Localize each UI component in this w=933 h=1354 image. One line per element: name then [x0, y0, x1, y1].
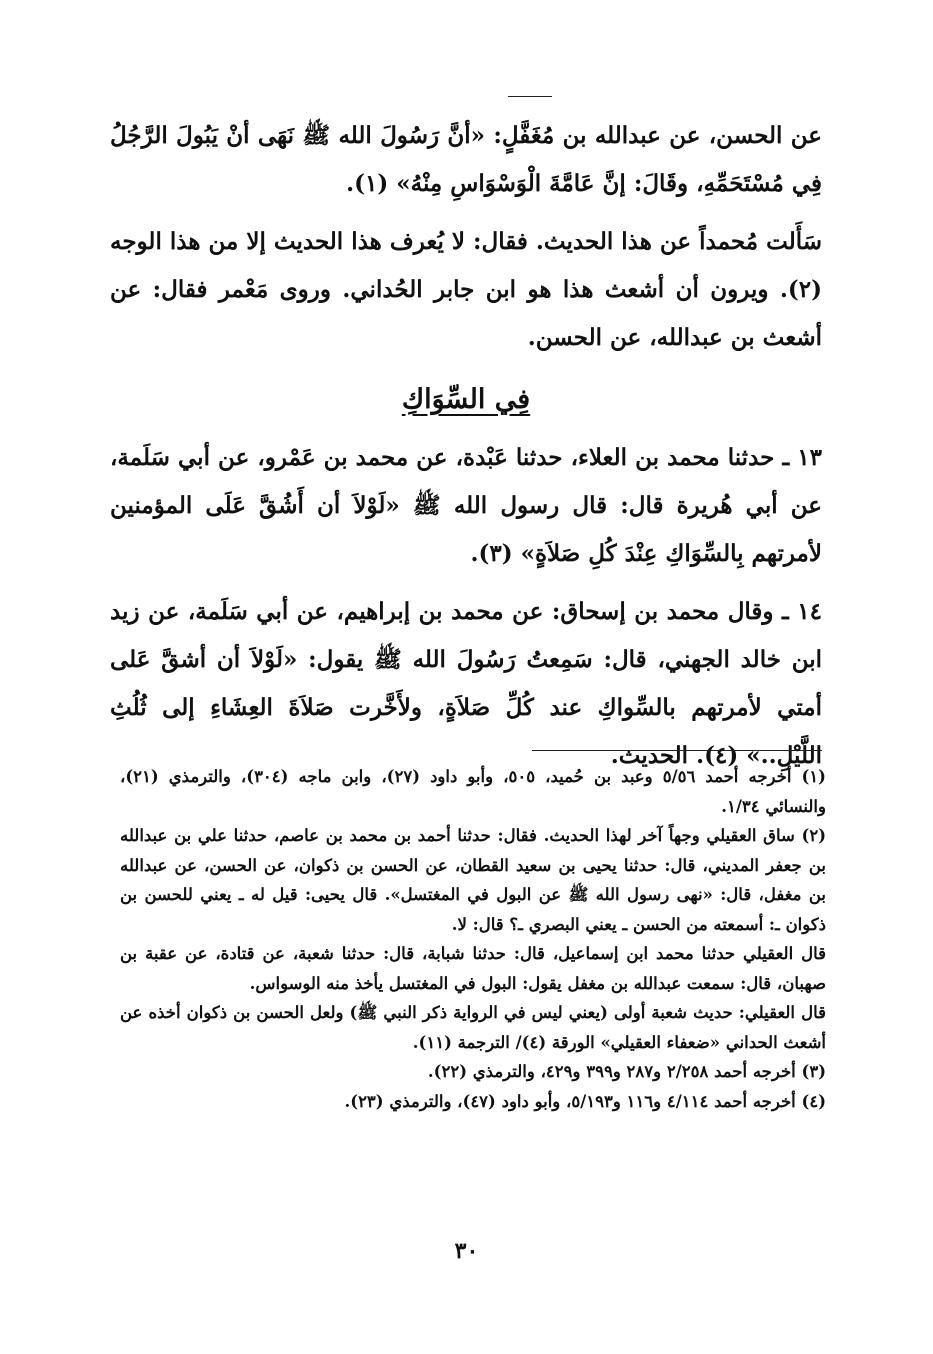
footnote-2-continuation-a: قال العقيلي حدثنا محمد ابن إسماعيل، قال: حدثنا شبابة، قال: حدثنا شعبة، عن قتادة، عن عقبة بن صهبان، قال: سمعت عبدالله بن مغفل يقول: البول في المغتسل يأخذ منه الوسواس. [120, 944, 826, 993]
section-title: فِي السِّوَاكِ [401, 384, 531, 415]
hadith-14: ١٤ ـ وقال محمد بن إسحاق: عن محمد بن إبراهيم، عن أبي سَلَمة، عن زيد ابن خالد الجهني، قال: سَمِعتُ رَسُولَ الله ﷺ يقول: «لَوْلاَ أن أشقَّ عَلى أمتي لأمرتهم بالسِّواكِ عند كُلِّ صَلاَةٍ، ولأَخَّرت صَلاَةَ العِشَاءِ إلى ثُلُثِ اللَّيْلِ..» (٤). الحديث. [110, 598, 822, 769]
footnote-1: (١) أخرجه أحمد ٥/٥٦ وعبد بن حُميد، ٥٠٥، وأبو داود (٢٧)، وابن ماجه (٣٠٤)، والترمذي (٢١)، والنسائي ١/٣٤. [120, 767, 826, 816]
hadith-13: ١٣ ـ حدثنا محمد بن العلاء، حدثنا عَبْدة، عن محمد بن عَمْرو، عن أبي سَلَمة، عن أبي هُريرة قال: قال رسول الله ﷺ «لَوْلاَ أن أَشُقَّ عَلَى المؤمنين لأمرتهم بِالسِّوَاكِ عِنْدَ كُلِ صَلاَةٍ» (٣). [110, 444, 822, 567]
main-text [110, 112, 822, 790]
footnote-2-continuation-b: قال العقيلي: حديث شعبة أولى (يعني ليس في الرواية ذكر النبي ﷺ) ولعل الحسن بن ذكوان أخذه عن أشعث الحداني «ضعفاء العقيلي» الورقة (٤)/ الترجمة (١١). [120, 1003, 826, 1052]
footnote-4: (٤) أخرجه أحمد ٤/١١٤ و١١٦ و٥/١٩٣، وأبو داود (٤٧)، والترمذي (٢٣). [344, 1091, 826, 1111]
page-number: ٣٠ [454, 1238, 479, 1264]
paragraph-2: سَأَلت مُحمداً عن هذا الحديث. فقال: لا يُعرف هذا الحديث إلا من هذا الوجه (٢). ويرون أن أشعث هذا هو ابن جابر الحُداني. وروى مَعْمر فقال: عن أشعث بن عبدالله، عن الحسن. [110, 228, 822, 351]
paragraph-1: عن الحسن، عن عبدالله بن مُغَفَّلٍ: «أنَّ رَسُولَ الله ﷺ نَهَى أنْ يَبُولَ الرَّجُلُ فِي مُسْتَحَمِّهِ، وقَالَ: إنَّ عَامَّةَ الْوَسْوَاسِ مِنْهُ» (١). [110, 122, 822, 197]
header-rule [508, 96, 552, 97]
footnote-separator [532, 750, 822, 751]
footnote-3: (٣) أخرجه أحمد ٢/٢٥٨ و٢٨٧ و٣٩٩ و٤٢٩، والترمذي (٢٢). [427, 1062, 826, 1081]
footnotes [120, 762, 826, 1116]
footnote-2: (٢) ساق العقيلي وجهاً آخر لهذا الحديث. فقال: حدثنا أحمد بن محمد بن عاصم، حدثنا علي بن عبدالله بن جعفر المديني، قال: حدثنا يحيى بن سعيد القطان، عن الحسن بن ذكوان، عن الحسن، عن عبدالله بن مغفل، قال: «نهى رسول الله ﷺ عن البول في المغتسل». قال يحيى: قيل له ـ يعني للحسن بن ذكوان ـ: أسمعته من الحسن ـ يعني البصري ـ؟ قال: لا. [120, 826, 826, 934]
